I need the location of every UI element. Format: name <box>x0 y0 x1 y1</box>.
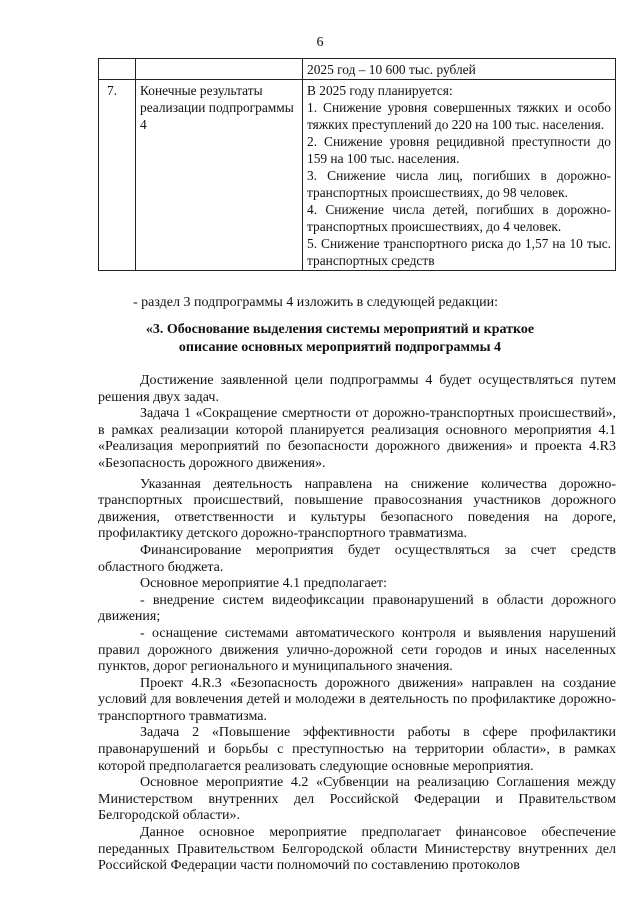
row-value-cell <box>303 80 616 271</box>
row-label-cell: Конечные результаты реализации подпрограммы 4 <box>136 80 303 271</box>
results-line: 4. Снижение числа детей, погибших в дорожно-транспортных происшествиях, до 4 человек. <box>307 202 611 234</box>
results-line: 3. Снижение числа лиц, погибших в дорожно-транспортных происшествиях, до 98 человек. <box>307 168 611 200</box>
paragraph: Задача 2 «Повышение эффективности работы в сфере профилактики правонарушений и борьбы с преступностью на территории области», в рамках которой предполагается реализовать следующие основные мероприятия. <box>98 725 616 774</box>
section-intro: - раздел 3 подпрограммы 4 изложить в следующей редакции: <box>133 295 499 310</box>
results-line: 2. Снижение уровня рецидивной преступности до 159 на 100 тыс. населения. <box>307 134 611 166</box>
results-line: 5. Снижение транспортного риска до 1,57 на 10 тыс. транспортных средств <box>307 236 611 268</box>
paragraph: Проект 4.R.3 «Безопасность дорожного движения» направлен на создание условий для вовлечения детей и молодежи в деятельность по профилактике дорожно-транспортного травматизма. <box>98 675 616 724</box>
paragraph: Достижение заявленной цели подпрограммы 4 будет осуществляться путем решения двух задач. <box>98 373 616 405</box>
body-text <box>98 373 616 875</box>
row-number-cell: 7. <box>99 80 136 271</box>
paragraph: - внедрение систем видеофиксации правонарушений в области дорожного движения; <box>98 592 616 625</box>
paragraph: Указанная деятельность направлена на снижение количества дорожно-транспортных происшествий, повышение правосознания участников дорожного движения, ответственности и культуры безопасного поведения на дороге, профилактику детского дорожно-транспортного травматизма. <box>98 476 616 542</box>
row-number-cell <box>99 59 136 80</box>
row-label-cell <box>136 59 303 80</box>
results-line: 1. Снижение уровня совершенных тяжких и особо тяжких преступлений до 220 на 100 тыс. населения. <box>307 100 611 132</box>
page-number: 6 <box>316 35 324 50</box>
paragraph: Задача 1 «Сокращение смертности от дорожно-транспортных происшествий», в рамках реализации которой планируется реализация основного мероприятия 4.1 «Реализация мероприятий по безопасности дорожного движения» и проекта 4.R3 «Безопасность дорожного движения». <box>98 406 616 471</box>
subprogram-passport-table <box>98 58 616 271</box>
table-row <box>99 80 616 271</box>
results-line: В 2025 году планируется: <box>307 83 453 98</box>
paragraph: - оснащение системами автоматического контроля и выявления нарушений правил дорожного движения улично-дорожной сети городов и иных населенных пунктов, дорог регионального и муниципального значения. <box>98 625 616 675</box>
paragraph: Основное мероприятие 4.1 предполагает: <box>140 576 387 592</box>
table-row <box>99 59 616 80</box>
paragraph: Данное основное мероприятие предполагает финансовое обеспечение переданных Правительством Белгородской области Министерству внутренних дел Российской Федерации части полномочий по составлению протоколов <box>98 825 616 874</box>
paragraph: Финансирование мероприятия будет осуществляться за счет средств областного бюджета. <box>98 542 616 575</box>
paragraph: Основное мероприятие 4.2 «Субвенции на реализацию Соглашения между Министерством внутренних дел Российской Федерации и Правительством Белгородской области». <box>98 775 616 824</box>
section-heading: «3. Обоснование выделения системы мероприятий и краткое описание основных мероприятий подпрограммы 4 <box>145 322 535 355</box>
row-value-cell: 2025 год – 10 600 тыс. рублей <box>303 59 616 80</box>
